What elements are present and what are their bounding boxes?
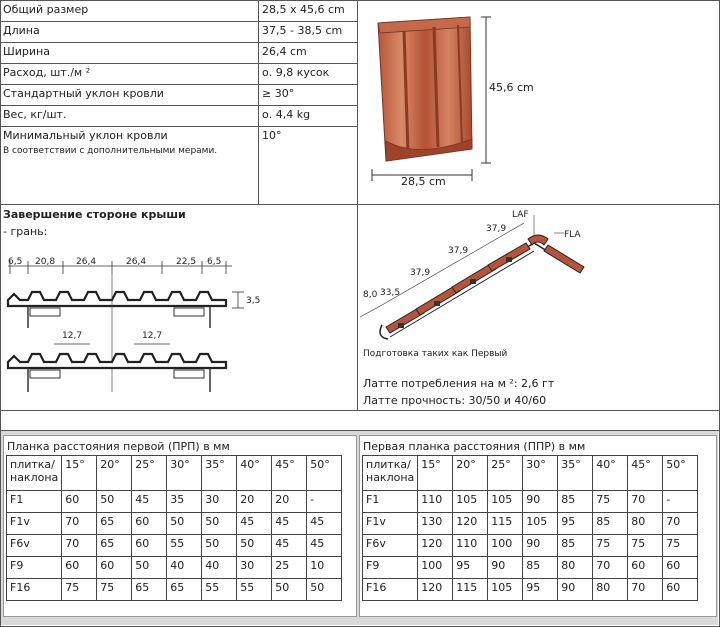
angle-header-cell: 15° bbox=[418, 456, 453, 491]
table-left-panel bbox=[3, 435, 357, 617]
table-right-title: Первая планка расстояния (ППР) в мм bbox=[363, 440, 586, 453]
header-label-cell bbox=[7, 456, 62, 491]
value-cell: 105 bbox=[488, 579, 523, 601]
tile-name-cell: F6v bbox=[7, 535, 62, 557]
header-label-line: плитка/ bbox=[366, 458, 411, 471]
value-cell: 80 bbox=[558, 557, 593, 579]
value-cell: 45 bbox=[132, 491, 167, 513]
value-cell: 90 bbox=[558, 579, 593, 601]
value-cell: 50 bbox=[272, 579, 307, 601]
spec-label: Стандартный уклон кровли bbox=[3, 87, 164, 100]
value-cell: 60 bbox=[132, 513, 167, 535]
value-cell: 105 bbox=[488, 491, 523, 513]
value-cell: 95 bbox=[523, 579, 558, 601]
spec-note: В соответствии с дополнительными мерами. bbox=[3, 146, 218, 156]
roof-fla-label: FLA bbox=[564, 230, 581, 240]
roof-dim-1: 8,0 bbox=[363, 290, 378, 300]
value-cell: 110 bbox=[453, 535, 488, 557]
value-cell: 45 bbox=[307, 513, 342, 535]
angle-header-cell: 45° bbox=[272, 456, 307, 491]
value-cell: 75 bbox=[628, 535, 663, 557]
value-cell: 75 bbox=[593, 491, 628, 513]
value-cell: 70 bbox=[628, 491, 663, 513]
tile-name-cell: F9 bbox=[363, 557, 418, 579]
tile-name-cell: F6v bbox=[363, 535, 418, 557]
value-cell: 55 bbox=[237, 579, 272, 601]
header-label-line: наклона bbox=[366, 471, 415, 484]
value-cell: 130 bbox=[418, 513, 453, 535]
spec-value: о. 4,4 kg bbox=[262, 108, 311, 121]
tile-name-cell: F16 bbox=[363, 579, 418, 601]
roof-dim-4: 37,9 bbox=[448, 246, 469, 256]
value-cell: 65 bbox=[97, 513, 132, 535]
value-cell: 60 bbox=[62, 557, 97, 579]
table-row bbox=[7, 557, 342, 579]
roof-caption: Подготовка таких как Первый bbox=[363, 349, 508, 359]
value-cell: 85 bbox=[558, 491, 593, 513]
value-cell: 85 bbox=[593, 513, 628, 535]
table-right-panel bbox=[359, 435, 717, 617]
value-cell: 60 bbox=[62, 491, 97, 513]
spec-row-consumption bbox=[0, 63, 357, 85]
angle-header-cell: 50° bbox=[663, 456, 698, 491]
spec-value: 26,4 cm bbox=[262, 45, 307, 58]
value-cell: 100 bbox=[418, 557, 453, 579]
tile-height-label: 45,6 cm bbox=[489, 81, 534, 94]
value-cell: 30 bbox=[202, 491, 237, 513]
value-cell: 90 bbox=[523, 535, 558, 557]
tile-profile-upper bbox=[8, 292, 226, 306]
roof-diagram bbox=[358, 205, 718, 355]
batten-consumption: Латте потребления на м ²: 2,6 гт bbox=[363, 377, 555, 390]
spec-value: 28,5 x 45,6 cm bbox=[262, 3, 345, 16]
spec-value: 10° bbox=[262, 129, 282, 142]
value-cell: 120 bbox=[418, 579, 453, 601]
header-label-line: наклона bbox=[10, 471, 59, 484]
value-cell: 70 bbox=[593, 557, 628, 579]
value-cell: 80 bbox=[593, 579, 628, 601]
table-header-row bbox=[7, 456, 342, 491]
value-cell: 95 bbox=[558, 513, 593, 535]
value-cell: 40 bbox=[167, 557, 202, 579]
tile-name-cell: F1 bbox=[363, 491, 418, 513]
value-cell: 75 bbox=[593, 535, 628, 557]
value-cell: 40 bbox=[202, 557, 237, 579]
table-row bbox=[363, 535, 698, 557]
value-cell: 50 bbox=[202, 513, 237, 535]
value-cell: 50 bbox=[167, 513, 202, 535]
edge-title: Завершение стороне крыши bbox=[3, 208, 186, 221]
table-row bbox=[363, 557, 698, 579]
spec-row-weight bbox=[0, 105, 357, 127]
angle-header-cell: 20° bbox=[453, 456, 488, 491]
edge-dim-mid-1: 12,7 bbox=[62, 331, 83, 341]
table-row bbox=[363, 579, 698, 601]
value-cell: 85 bbox=[523, 557, 558, 579]
value-cell: 65 bbox=[97, 535, 132, 557]
spec-row-width bbox=[0, 42, 357, 64]
spec-label: Общий размер bbox=[3, 3, 89, 16]
angle-header-cell: 15° bbox=[62, 456, 97, 491]
edge-dim-side: 3,5 bbox=[246, 296, 261, 306]
value-cell: 70 bbox=[62, 535, 97, 557]
value-cell: 75 bbox=[97, 579, 132, 601]
value-cell: 120 bbox=[453, 513, 488, 535]
spec-label: Минимальный уклон кровли bbox=[3, 129, 168, 142]
spec-row-length bbox=[0, 21, 357, 43]
edge-dim-5: 22,5 bbox=[176, 257, 197, 267]
table-row bbox=[7, 513, 342, 535]
spec-value: о. 9,8 кусок bbox=[262, 66, 330, 79]
roof-dim-2: 33,5 bbox=[380, 288, 401, 298]
value-cell: 75 bbox=[663, 535, 698, 557]
value-cell: 120 bbox=[418, 535, 453, 557]
value-cell: 30 bbox=[237, 557, 272, 579]
spec-label: Ширина bbox=[3, 45, 50, 58]
angle-header-cell: 20° bbox=[97, 456, 132, 491]
value-cell: 45 bbox=[307, 535, 342, 557]
value-cell: 45 bbox=[237, 513, 272, 535]
value-cell: 50 bbox=[97, 491, 132, 513]
value-cell: 60 bbox=[628, 557, 663, 579]
value-cell: - bbox=[307, 491, 342, 513]
table-right bbox=[362, 455, 698, 601]
value-cell: 50 bbox=[237, 535, 272, 557]
spec-row-min-slope bbox=[0, 126, 357, 205]
tile-profile-lower bbox=[8, 354, 226, 368]
value-cell: 20 bbox=[237, 491, 272, 513]
edge-subtitle: - грань: bbox=[3, 225, 48, 238]
angle-header-cell: 30° bbox=[167, 456, 202, 491]
divider bbox=[258, 0, 259, 204]
table-row bbox=[7, 535, 342, 557]
table-row bbox=[363, 513, 698, 535]
spec-label: Вес, кг/шт. bbox=[3, 108, 67, 121]
edge-dim-6: 6,5 bbox=[207, 257, 222, 267]
value-cell: 90 bbox=[523, 491, 558, 513]
header-label-cell bbox=[363, 456, 418, 491]
value-cell: 90 bbox=[488, 557, 523, 579]
tile-width-label: 28,5 cm bbox=[401, 175, 446, 188]
header-label-line: плитка/ bbox=[10, 458, 55, 471]
value-cell: 70 bbox=[663, 513, 698, 535]
value-cell: 65 bbox=[167, 579, 202, 601]
roof-dim-5: 37,9 bbox=[486, 224, 507, 234]
divider bbox=[0, 410, 719, 411]
value-cell: 45 bbox=[272, 535, 307, 557]
value-cell: 95 bbox=[453, 557, 488, 579]
angle-header-cell: 25° bbox=[488, 456, 523, 491]
tile-illustration bbox=[358, 1, 718, 201]
value-cell: 60 bbox=[663, 557, 698, 579]
value-cell: 25 bbox=[272, 557, 307, 579]
tile-name-cell: F16 bbox=[7, 579, 62, 601]
value-cell: 45 bbox=[272, 513, 307, 535]
spec-row-size bbox=[0, 0, 357, 22]
angle-header-cell: 40° bbox=[593, 456, 628, 491]
value-cell: 70 bbox=[628, 579, 663, 601]
value-cell: 50 bbox=[202, 535, 237, 557]
value-cell: 100 bbox=[488, 535, 523, 557]
angle-header-cell: 25° bbox=[132, 456, 167, 491]
angle-header-cell: 50° bbox=[307, 456, 342, 491]
value-cell: 20 bbox=[272, 491, 307, 513]
edge-dim-1: 6,5 bbox=[8, 257, 23, 267]
edge-dim-mid-2: 12,7 bbox=[142, 331, 163, 341]
value-cell: 50 bbox=[132, 557, 167, 579]
edge-dim-4: 26,4 bbox=[126, 257, 147, 267]
value-cell: 55 bbox=[202, 579, 237, 601]
batten-strength: Латте прочность: 30/50 и 40/60 bbox=[363, 394, 547, 407]
table-left-title: Планка расстояния первой (ПРП) в мм bbox=[7, 440, 230, 453]
roof-dim-3: 37,9 bbox=[410, 268, 431, 278]
table-row bbox=[7, 579, 342, 601]
edge-dim-2: 20,8 bbox=[35, 257, 56, 267]
tile-name-cell: F1 bbox=[7, 491, 62, 513]
value-cell: 10 bbox=[307, 557, 342, 579]
roof-tile-image bbox=[378, 17, 472, 161]
value-cell: - bbox=[663, 491, 698, 513]
value-cell: 80 bbox=[628, 513, 663, 535]
table-row bbox=[363, 491, 698, 513]
value-cell: 115 bbox=[453, 579, 488, 601]
spec-value: ≥ 30° bbox=[262, 87, 295, 100]
roof-tiles bbox=[386, 235, 584, 333]
spec-label: Расход, шт./м ² bbox=[3, 66, 91, 79]
angle-header-cell: 40° bbox=[237, 456, 272, 491]
tile-name-cell: F9 bbox=[7, 557, 62, 579]
value-cell: 85 bbox=[558, 535, 593, 557]
edge-dim-3: 26,4 bbox=[76, 257, 97, 267]
angle-header-cell: 30° bbox=[523, 456, 558, 491]
value-cell: 115 bbox=[488, 513, 523, 535]
roof-laf-label: LAF bbox=[512, 210, 529, 220]
value-cell: 35 bbox=[167, 491, 202, 513]
value-cell: 105 bbox=[523, 513, 558, 535]
table-left bbox=[6, 455, 342, 601]
table-row bbox=[7, 491, 342, 513]
spec-label: Длина bbox=[3, 24, 40, 37]
tile-name-cell: F1v bbox=[7, 513, 62, 535]
value-cell: 60 bbox=[97, 557, 132, 579]
value-cell: 75 bbox=[62, 579, 97, 601]
value-cell: 105 bbox=[453, 491, 488, 513]
table-header-row bbox=[363, 456, 698, 491]
tile-name-cell: F1v bbox=[363, 513, 418, 535]
spec-row-slope bbox=[0, 84, 357, 106]
edge-diagram bbox=[0, 244, 357, 410]
value-cell: 70 bbox=[62, 513, 97, 535]
angle-header-cell: 35° bbox=[202, 456, 237, 491]
value-cell: 50 bbox=[307, 579, 342, 601]
spec-value: 37,5 - 38,5 cm bbox=[262, 24, 343, 37]
angle-header-cell: 35° bbox=[558, 456, 593, 491]
value-cell: 60 bbox=[132, 535, 167, 557]
value-cell: 65 bbox=[132, 579, 167, 601]
value-cell: 55 bbox=[167, 535, 202, 557]
value-cell: 110 bbox=[418, 491, 453, 513]
value-cell: 60 bbox=[663, 579, 698, 601]
angle-header-cell: 45° bbox=[628, 456, 663, 491]
